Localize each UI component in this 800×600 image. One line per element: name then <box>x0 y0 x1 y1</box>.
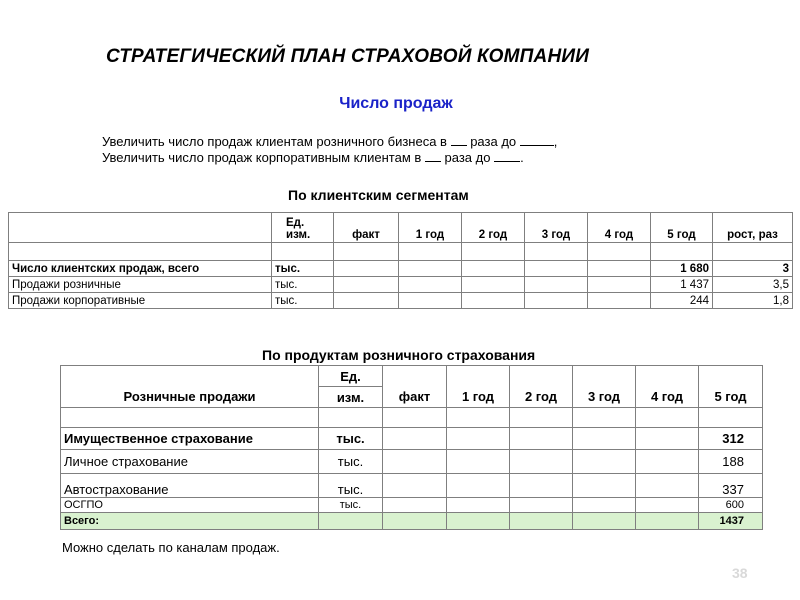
empty-cell <box>9 243 272 261</box>
empty-cell <box>447 428 510 450</box>
header-y1: 1 год <box>399 213 462 243</box>
row-label: Имущественное страхование <box>61 428 319 450</box>
row-y5: 1 437 <box>651 277 713 293</box>
row-label: Автострахование <box>61 474 319 498</box>
row-unit: тыс. <box>319 450 383 474</box>
header-y1: 1 год <box>447 366 510 408</box>
empty-cell <box>510 428 573 450</box>
total-label: Всего: <box>61 513 319 530</box>
empty-cell <box>447 408 510 428</box>
empty-cell <box>588 243 651 261</box>
row-y4 <box>588 293 651 309</box>
empty-cell <box>510 474 573 498</box>
row-growth: 3,5 <box>713 277 793 293</box>
row-y3 <box>525 261 588 277</box>
empty-cell <box>713 243 793 261</box>
header-y3: 3 год <box>525 213 588 243</box>
row-y1 <box>399 261 462 277</box>
row-growth: 1,8 <box>713 293 793 309</box>
segments-header-row <box>9 213 793 243</box>
empty-cell <box>525 243 588 261</box>
segments-table <box>8 212 793 309</box>
empty-cell <box>651 243 713 261</box>
row-fact <box>334 261 399 277</box>
header-y4: 4 год <box>636 366 699 408</box>
empty-cell <box>61 408 319 428</box>
row-y2 <box>462 293 525 309</box>
table-row <box>61 474 763 498</box>
empty-cell <box>573 408 636 428</box>
row-y5: 337 <box>699 474 763 498</box>
empty-cell <box>573 513 636 530</box>
blank-field <box>520 135 554 146</box>
empty-cell <box>636 428 699 450</box>
table-row <box>61 498 763 513</box>
row-y5: 600 <box>699 498 763 513</box>
row-y5: 244 <box>651 293 713 309</box>
row-y3 <box>525 293 588 309</box>
header-y5: 5 год <box>651 213 713 243</box>
spacer-row <box>61 408 763 428</box>
empty-cell <box>319 513 383 530</box>
empty-cell <box>319 408 383 428</box>
goal-corporate-end: . <box>520 150 524 165</box>
subtitle-text: Число продаж <box>339 95 453 112</box>
goal-retail-end: , <box>553 134 558 149</box>
segments-title: По клиентским сегментам <box>288 187 469 203</box>
page-number: 38 <box>732 565 748 581</box>
header-y5: 5 год <box>699 366 763 408</box>
empty-cell <box>447 474 510 498</box>
empty-cell <box>383 408 447 428</box>
footnote: Можно сделать по каналам продаж. <box>62 540 280 555</box>
header-fact: факт <box>334 213 399 243</box>
empty-cell <box>636 450 699 474</box>
empty-cell <box>510 513 573 530</box>
page-title: СТРАТЕГИЧЕСКИЙ ПЛАН СТРАХОВОЙ КОМПАНИИ <box>106 46 590 67</box>
table-row <box>61 450 763 474</box>
goal-retail <box>102 134 557 149</box>
table-row <box>9 293 793 309</box>
row-y5: 188 <box>699 450 763 474</box>
header-y3: 3 год <box>573 366 636 408</box>
blank-field <box>425 151 441 162</box>
empty-cell <box>272 243 334 261</box>
row-fact <box>334 293 399 309</box>
empty-cell <box>510 408 573 428</box>
empty-cell <box>573 450 636 474</box>
empty-cell <box>510 498 573 513</box>
empty-cell <box>383 428 447 450</box>
header-y2: 2 год <box>462 213 525 243</box>
blank-field <box>494 151 520 162</box>
row-unit: тыс. <box>272 261 334 277</box>
row-unit: тыс. <box>319 498 383 513</box>
header-fact: факт <box>383 366 447 408</box>
row-fact <box>334 277 399 293</box>
empty-cell <box>399 243 462 261</box>
header-empty-cell <box>9 213 272 243</box>
empty-cell <box>636 513 699 530</box>
row-unit: тыс. <box>319 428 383 450</box>
row-label: Продажи корпоративные <box>9 293 272 309</box>
page-subtitle <box>0 95 800 113</box>
header-y2: 2 год <box>510 366 573 408</box>
empty-cell <box>447 498 510 513</box>
row-y1 <box>399 277 462 293</box>
header-unit-top: Ед. <box>319 366 383 387</box>
header-growth: рост, раз <box>713 213 793 243</box>
row-y2 <box>462 261 525 277</box>
products-header-row-1 <box>61 366 763 387</box>
row-growth: 3 <box>713 261 793 277</box>
empty-cell <box>573 498 636 513</box>
header-name: Розничные продажи <box>61 366 319 408</box>
row-y3 <box>525 277 588 293</box>
row-unit: тыс. <box>272 277 334 293</box>
row-label: Число клиентских продаж, всего <box>9 261 272 277</box>
row-label: Продажи розничные <box>9 277 272 293</box>
empty-cell <box>636 474 699 498</box>
row-y1 <box>399 293 462 309</box>
table-row <box>61 428 763 450</box>
empty-cell <box>573 428 636 450</box>
goal-retail-mid: раза до <box>470 134 517 149</box>
empty-cell <box>334 243 399 261</box>
goal-corporate <box>102 150 524 165</box>
empty-cell <box>447 450 510 474</box>
table-row <box>9 277 793 293</box>
row-y4 <box>588 261 651 277</box>
goal-corporate-text: Увеличить число продаж корпоративным клиентам в <box>102 150 422 165</box>
empty-cell <box>573 474 636 498</box>
empty-cell <box>447 513 510 530</box>
row-y2 <box>462 277 525 293</box>
products-table <box>60 365 763 530</box>
empty-cell <box>383 513 447 530</box>
spacer-row <box>9 243 793 261</box>
empty-cell <box>699 408 763 428</box>
blank-field <box>451 135 467 146</box>
total-row <box>61 513 763 530</box>
empty-cell <box>510 450 573 474</box>
total-y5: 1437 <box>699 513 763 530</box>
header-unit-bottom: изм. <box>319 387 383 408</box>
row-unit: тыс. <box>272 293 334 309</box>
row-y5: 312 <box>699 428 763 450</box>
empty-cell <box>636 408 699 428</box>
empty-cell <box>636 498 699 513</box>
empty-cell <box>383 474 447 498</box>
row-unit: тыс. <box>319 474 383 498</box>
row-label: ОСГПО <box>61 498 319 513</box>
empty-cell <box>383 450 447 474</box>
goal-retail-text: Увеличить число продаж клиентам розничного бизнеса в <box>102 134 447 149</box>
header-y4: 4 год <box>588 213 651 243</box>
empty-cell <box>383 498 447 513</box>
row-label: Личное страхование <box>61 450 319 474</box>
header-unit: Ед. изм. <box>272 213 334 243</box>
row-y5: 1 680 <box>651 261 713 277</box>
table-row <box>9 261 793 277</box>
products-title: По продуктам розничного страхования <box>262 347 536 363</box>
row-y4 <box>588 277 651 293</box>
goal-corporate-mid: раза до <box>444 150 491 165</box>
empty-cell <box>462 243 525 261</box>
